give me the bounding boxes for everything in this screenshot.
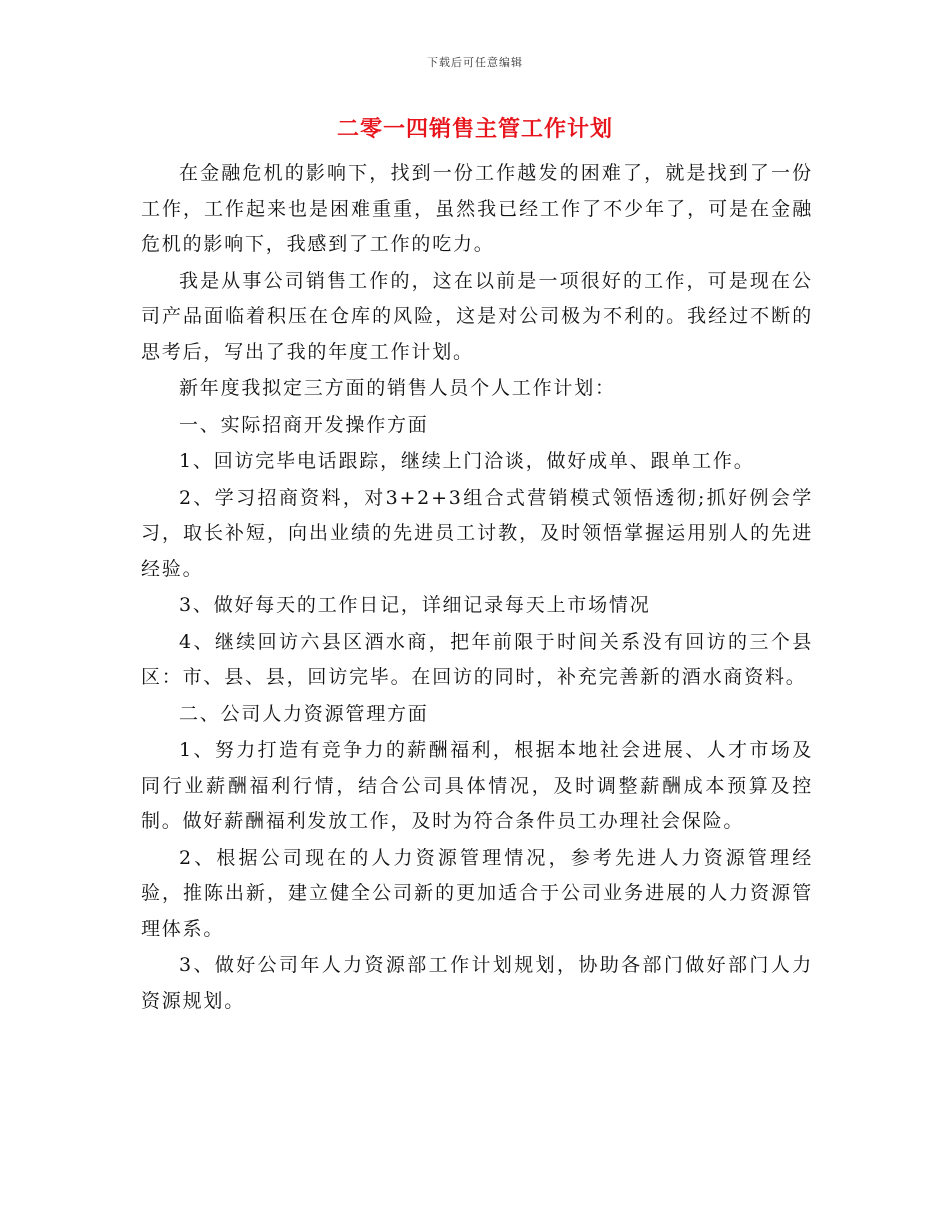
section-heading: 二、公司人力资源管理方面 (179, 702, 429, 725)
paragraph: 新年度我拟定三方面的销售人员个人工作计划： (179, 377, 616, 399)
list-item: 1、努力打造有竞争力的薪酬福利，根据本地社会进展、人才市场及同行业薪酬福利行情，结合公司具体情况，及时调整薪酬成本预算及控制。做好薪酬福利发放工作，及时为符合条件员工办理社会保险。 (141, 739, 813, 832)
list-item: 2、学习招商资料，对3+2+3组合式营销模式领悟透彻;抓好例会学习，取长补短，向出业绩的先进员工讨教，及时领悟掌握运用别人的先进经验。 (141, 486, 813, 580)
header-note: 下载后可任意编辑 (427, 56, 523, 69)
paragraph: 在金融危机的影响下，找到一份工作越发的困难了，就是找到了一份工作，工作起来也是困难重重，虽然我已经工作了不少年了，可是在金融危机的影响下，我感到了工作的吃力。 (141, 162, 813, 255)
paragraph: 我是从事公司销售工作的，这在以前是一项很好的工作，可是现在公司产品面临着积压在仓库的风险，这是对公司极为不利的。我经过不断的思考后，写出了我的年度工作计划。 (141, 269, 813, 363)
list-item: 3、做好每天的工作日记，详细记录每天上市场情况 (179, 594, 651, 616)
document-body (141, 156, 813, 1020)
list-item: 2、根据公司现在的人力资源管理情况，参考先进人力资源管理经验，推陈出新，建立健全公司新的更加适合于公司业务进展的人力资源管理体系。 (141, 846, 813, 940)
list-item: 3、做好公司年人力资源部工作计划规划，协助各部门做好部门人力资源规划。 (141, 954, 813, 1012)
list-item: 1、回访完毕电话跟踪，继续上门洽谈，做好成单、跟单工作。 (179, 450, 755, 472)
list-item: 4、继续回访六县区酒水商，把年前限于时间关系没有回访的三个县区：市、县、县，回访完毕。在回访的同时，补充完善新的酒水商资料。 (141, 630, 813, 688)
document-title: 二零一四销售主管工作计划 (336, 116, 613, 142)
section-heading: 一、实际招商开发操作方面 (179, 413, 429, 436)
